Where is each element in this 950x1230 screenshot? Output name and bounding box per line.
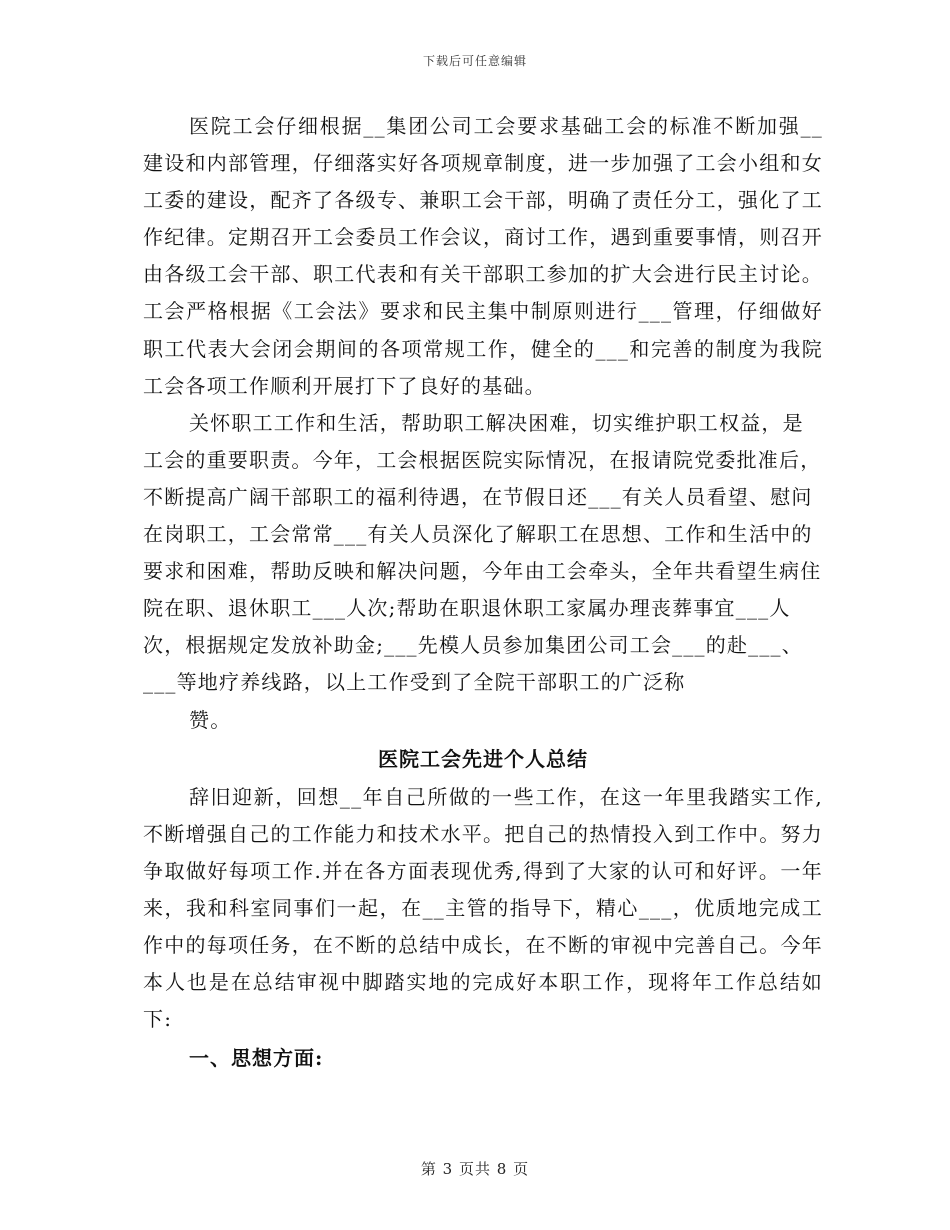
document-body bbox=[143, 108, 823, 1078]
paragraph: 关怀职工工作和生活，帮助职工解决困难，切实维护职工权益，是工会的重要职责。今年，工会根据医院实际情况，在报请院党委批准后，不断提高广阔干部职工的福利待遇，在节假日还___有关人员看望、慰问在岗职工，工会常常___有关人员深化了解职工在思想、工作和生活中的要求和困难，帮助反映和解决问题，今年由工会牵头，全年共看望生病住院在职、退休职工___人次;帮助在职退休职工家属办理丧葬事宜___人次，根据规定发放补助金;___先模人员参加集团公司工会___的赴___、___等地疗养线路，以上工作受到了全院干部职工的广泛称 bbox=[143, 410, 822, 695]
paragraph: 医院工会仔细根据__集团公司工会要求基础工会的标准不断加强__建设和内部管理，仔细落实好各项规章制度，进一步加强了工会小组和女工委的建设，配齐了各级专、兼职工会干部，明确了责任分工，强化了工作纪律。定期召开工会委员工作会议，商讨工作，遇到重要事情，则召开由各级工会干部、职工代表和有关干部职工参加的扩大会进行民主讨论。工会严格根据《工会法》要求和民主集中制原则进行___管理，仔细做好职工代表大会闭会期间的各项常规工作，健全的___和完善的制度为我院工会各项工作顺利开展打下了良好的基础。 bbox=[143, 114, 823, 398]
paragraph-tail: 赞。 bbox=[189, 707, 232, 732]
page-header: 下载后可任意编辑 bbox=[422, 54, 527, 68]
sub-heading: 一、思想方面: bbox=[189, 1046, 324, 1071]
section-title: 医院工会先进个人总结 bbox=[378, 746, 588, 771]
page-number: 第 3 页共 8 页 bbox=[420, 1160, 530, 1178]
paragraph: 辞旧迎新，回想__年自己所做的一些工作，在这一年里我踏实工作,不断增强自己的工作能力和技术水平。把自己的热情投入到工作中。努力争取做好每项工作.并在各方面表现优秀,得到了大家的认可和好评。一年来，我和科室同事们一起，在__主管的指导下，精心___，优质地完成工作中的每项任务，在不断的总结中成长，在不断的审视中完善自己。今年本人也是在总结审视中脚踏实地的完成好本职工作，现将年工作总结如下: bbox=[143, 784, 823, 1032]
